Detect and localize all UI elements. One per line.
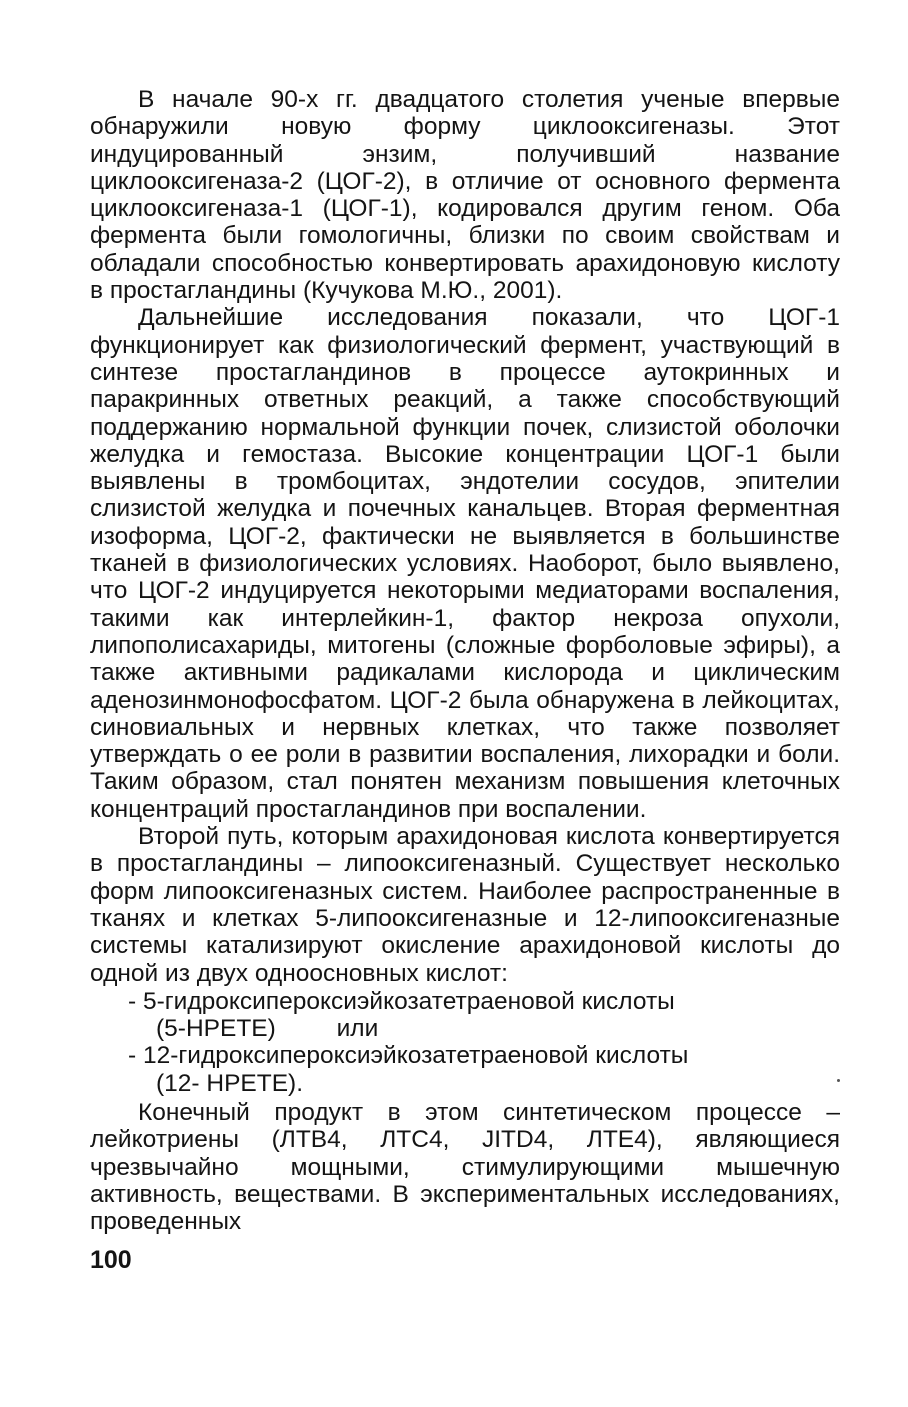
paragraph-3: Второй путь, которым арахидоновая кислота конвертируется в простагландины – липооксигеназный. Существует несколько форм липооксигеназных систем. Наиболее распространенные в тканях и клетках 5-липооксигеназные и 12-липооксигеназные системы катализируют окисление арахидоновой кислоты до одной из двух одноосновных кислот:	[90, 823, 840, 987]
abbr-5-hpete: (5-HPETE)	[156, 1015, 276, 1043]
list-item-12-hpete-abbr: (12- HPETE).	[156, 1069, 304, 1097]
paragraph-2: Дальнейшие исследования показали, что ЦОГ-1 функционирует как физиологический фермент, участвующий в синтезе простагландинов в процессе аутокринных и паракринных ответных реакций, а также способствующий поддержанию нормальной функции почек, слизистой оболочки желудка и гемостаза. Высокие концентрации ЦОГ-1 были выявлены в тромбоцитах, эндотелии сосудов, эпителии слизистой желудка и почечных канальцев. Вторая ферментная изоформа, ЦОГ-2, фактически не выявляется в большинстве тканей в физиологических условиях. Наоборот, было выявлено, что ЦОГ-2 индуцируется некоторыми медиаторами воспаления, такими как интерлейкин-1, фактор некроза опухоли, липополисахариды, митогены (сложные форболовые эфиры), а также активными радикалами кислорода и циклическим аденозинмонофосфатом. ЦОГ-2 была обнаружена в лейкоцитах, синовиальных и нервных клетках, что также позволяет утверждать о ее роли в развитии воспаления, лихорадки и боли. Таким образом, стал понятен механизм повышения клеточных концентраций простагландинов при воспалении.	[90, 304, 840, 823]
or-word: или	[336, 1015, 379, 1043]
list-item-5-hpete-abbr	[90, 1015, 840, 1042]
acid-list	[90, 988, 840, 1097]
scan-speck	[837, 1079, 840, 1082]
list-item-5-hpete: - 5-гидроксипероксиэйкозатетраеновой кислоты	[128, 987, 675, 1015]
list-item-12-hpete: - 12-гидроксипероксиэйкозатетраеновой кислоты	[128, 1042, 689, 1070]
page-number: 100	[90, 1246, 132, 1274]
page-body	[90, 86, 840, 1235]
paragraph-1: В начале 90-х гг. двадцатого столетия ученые впервые обнаружили новую форму циклооксигеназы. Этот индуцированный энзим, получивший название циклооксигеназа-2 (ЦОГ-2), в отличие от основного фермента циклооксигеназа-1 (ЦОГ-1), кодировался другим геном. Оба фермента были гомологичны, близки по своим свойствам и обладали способностью конвертировать арахидоновую кислоту в простагландины (Кучукова М.Ю., 2001).	[90, 86, 840, 305]
paragraph-4: Конечный продукт в этом синтетическом процессе – лейкотриены (ЛТВ4, ЛТС4, JITD4, ЛТЕ4), являющиеся чрезвычайно мощными, стимулирующими мышечную активность, веществами. В экспериментальных исследованиях, проведенных	[90, 1098, 840, 1236]
